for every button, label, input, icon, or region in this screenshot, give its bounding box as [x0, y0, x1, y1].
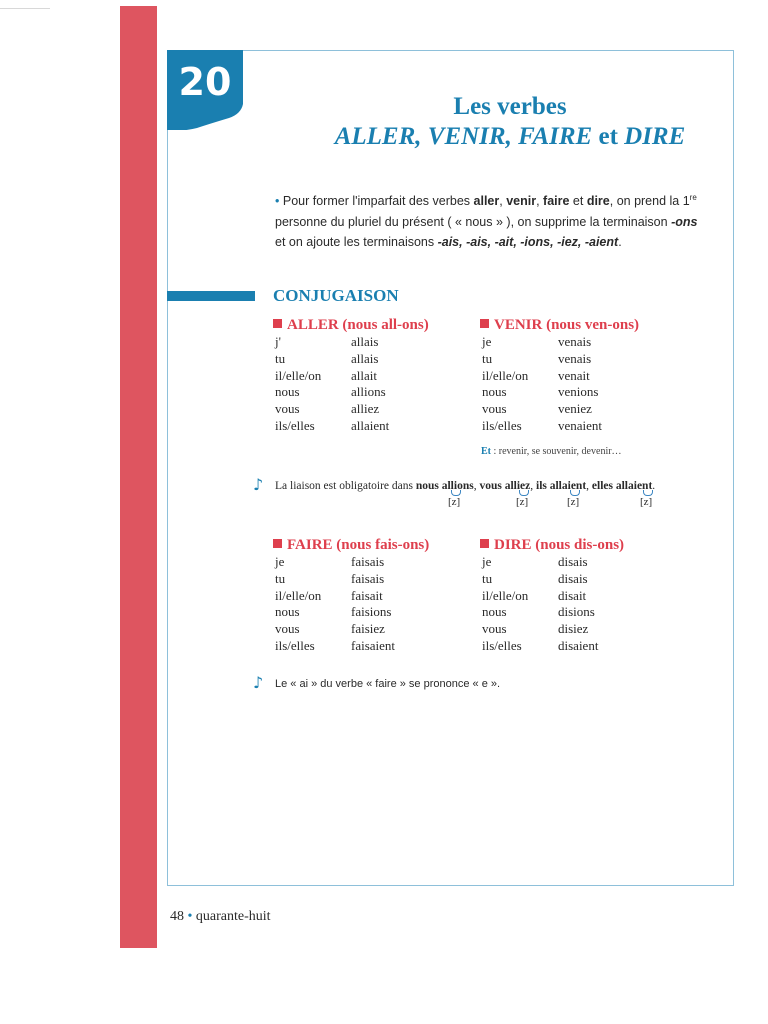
- square-bullet-icon: [273, 539, 282, 548]
- page-title-line1: Les verbes: [453, 93, 567, 120]
- note-mark: Et: [481, 446, 491, 457]
- verb-form: disais: [558, 570, 588, 586]
- conjugation-row: [480, 351, 690, 368]
- intro-endings: -ais, -ais, -ait, -ions, -iez, -aient: [437, 235, 619, 250]
- intro-text: et on ajoute les terminaisons: [275, 235, 438, 250]
- pronunciation-note: Le « ai » du verbe « faire » se prononce « e ».: [275, 678, 501, 690]
- pronoun: nous: [482, 604, 507, 620]
- conjugation-row: [273, 368, 483, 385]
- conjugation-row: [273, 334, 483, 351]
- conjugation-venir: [480, 316, 690, 435]
- conjugation-row: [273, 638, 483, 655]
- verb-form: veniez: [558, 401, 592, 417]
- verb-form: allais: [351, 334, 379, 349]
- conjugation-row: [273, 571, 483, 588]
- square-bullet-icon: [480, 539, 489, 548]
- liaison-text: ,: [586, 480, 592, 492]
- title-verbs: ALLER, VENIR, FAIRE: [334, 123, 593, 150]
- conjugation-title: [480, 316, 690, 334]
- pronoun: tu: [275, 350, 286, 366]
- intro-paragraph: [275, 188, 705, 253]
- verb-form: faisait: [351, 587, 383, 603]
- verb-form: disais: [558, 554, 588, 569]
- conjugation-dire: [480, 536, 690, 655]
- liaison-example: nous allions: [415, 480, 474, 492]
- intro-text: personne du pluriel du présent ( « nous » ), on supprime la terminaison: [275, 214, 672, 229]
- pronoun: vous: [275, 401, 300, 417]
- intro-text: Pour former l'imparfait des verbes: [279, 194, 474, 209]
- pronoun: il/elle/on: [482, 587, 529, 603]
- verb-form: allions: [351, 384, 386, 400]
- pronoun: il/elle/on: [482, 367, 529, 383]
- pronoun: vous: [482, 621, 507, 637]
- intro-text: , on prend la 1: [609, 194, 690, 209]
- intro-verb: aller: [473, 194, 500, 209]
- verb-form: faisais: [351, 554, 385, 569]
- pronoun: ils/elles: [275, 637, 315, 653]
- pronoun: nous: [482, 384, 507, 400]
- phonetic-z: [z]: [448, 496, 461, 508]
- pronoun: vous: [275, 621, 300, 637]
- verb-form: allaient: [351, 417, 390, 433]
- verb-form: faisaient: [351, 637, 396, 653]
- conjugation-row: [273, 621, 483, 638]
- conjugation-row: [480, 588, 690, 605]
- intro-text: .: [618, 235, 622, 250]
- conjugation-title: [273, 536, 483, 554]
- conjugation-row: [480, 384, 690, 401]
- chapter-number: 20: [178, 60, 232, 104]
- note-text: : revenir, se souvenir, devenir…: [491, 446, 622, 457]
- music-note-icon: ♪: [253, 673, 264, 692]
- music-note-icon: ♪: [253, 475, 264, 494]
- pronoun: tu: [275, 570, 286, 586]
- pronoun: je: [275, 554, 285, 569]
- conjugation-row: [273, 554, 483, 571]
- pronoun: ils/elles: [275, 417, 315, 433]
- phonetic-z: [z]: [567, 496, 580, 508]
- intro-verb: venir: [506, 194, 537, 209]
- intro-text: et: [569, 194, 587, 209]
- liaison-text: La liaison est obligatoire dans: [275, 480, 416, 492]
- conjugation-row: [480, 418, 690, 435]
- verb-form: faisions: [351, 604, 392, 620]
- liaison-example: ils allaient: [536, 480, 587, 492]
- verb-form: venais: [558, 334, 592, 349]
- pronoun: nous: [275, 384, 300, 400]
- conjugation-row: [480, 401, 690, 418]
- conjugation-row: [480, 334, 690, 351]
- verb-form: faisiez: [351, 621, 385, 637]
- verb-form: alliez: [351, 401, 380, 417]
- square-bullet-icon: [480, 319, 489, 328]
- conjugation-row: [273, 588, 483, 605]
- conjugation-row: [273, 384, 483, 401]
- intro-verb: dire: [586, 194, 610, 209]
- bullet-icon: •: [275, 194, 280, 209]
- intro-verb: faire: [543, 194, 570, 209]
- page-frame: [167, 50, 734, 886]
- bullet-icon: •: [187, 909, 193, 924]
- liaison-text: ,: [473, 480, 480, 492]
- conjugation-row: [480, 368, 690, 385]
- intro-superscript: re: [689, 193, 697, 202]
- conjugation-row: [480, 554, 690, 571]
- title-last-verb: DIRE: [624, 123, 686, 150]
- pronoun: je: [482, 334, 492, 349]
- page-footer: [170, 908, 271, 926]
- page-title-line2: [300, 122, 720, 152]
- conjugation-row: [480, 604, 690, 621]
- conjugation-row: [273, 418, 483, 435]
- pronoun: tu: [482, 570, 493, 586]
- conjugation-faire: [273, 536, 483, 655]
- conjugation-title-text: DIRE (nous dis-ons): [494, 537, 625, 553]
- phonetic-z: [z]: [640, 496, 653, 508]
- section-bar: [167, 291, 255, 301]
- conjugation-row: [480, 621, 690, 638]
- verb-form: disait: [558, 587, 587, 603]
- square-bullet-icon: [273, 319, 282, 328]
- red-margin-band: [120, 6, 157, 948]
- conjugation-row: [480, 638, 690, 655]
- conjugation-row: [273, 401, 483, 418]
- verb-form: allais: [351, 350, 379, 366]
- conjugation-title: [273, 316, 483, 334]
- conjugation-title-text: VENIR (nous ven-ons): [494, 317, 640, 333]
- verb-form: faisais: [351, 570, 385, 586]
- conjugation-aller: [273, 316, 483, 435]
- verb-form: disiez: [558, 621, 589, 637]
- liaison-example: elles allaient: [591, 480, 653, 492]
- pronoun: ils/elles: [482, 417, 522, 433]
- verb-form: venaient: [558, 417, 603, 433]
- conjugation-title-text: ALLER (nous all-ons): [287, 317, 429, 333]
- liaison-text: .: [652, 480, 656, 492]
- intro-ending: -ons: [671, 214, 698, 229]
- verb-form: venions: [558, 384, 599, 400]
- note-similar-verbs: [481, 446, 622, 457]
- pronoun: j': [275, 334, 281, 349]
- conjugation-row: [273, 604, 483, 621]
- verb-form: disaient: [558, 637, 599, 653]
- section-title: CONJUGAISON: [273, 286, 399, 305]
- phonetic-z: [z]: [516, 496, 529, 508]
- conjugation-title: [480, 536, 690, 554]
- chapter-badge: [167, 50, 243, 130]
- liaison-text: ,: [530, 480, 536, 492]
- verb-form: disions: [558, 604, 595, 620]
- conjugation-row: [273, 351, 483, 368]
- title-and: et: [598, 123, 618, 150]
- conjugation-title-text: FAIRE (nous fais-ons): [287, 537, 430, 553]
- verb-form: venais: [558, 350, 592, 366]
- pronoun: nous: [275, 604, 300, 620]
- liaison-example: vous alliez: [479, 480, 531, 492]
- pronoun: il/elle/on: [275, 587, 322, 603]
- page-number-words: quarante-huit: [195, 909, 271, 924]
- verb-form: venait: [558, 367, 590, 383]
- intro-text: ,: [536, 194, 544, 209]
- pronoun: je: [482, 554, 492, 569]
- page-number: 48: [170, 909, 184, 924]
- pronoun: il/elle/on: [275, 367, 322, 383]
- liaison-note: [275, 478, 655, 494]
- verb-form: allait: [351, 367, 377, 383]
- intro-text: ,: [499, 194, 507, 209]
- pronoun: tu: [482, 350, 493, 366]
- pronoun: vous: [482, 401, 507, 417]
- conjugation-row: [480, 571, 690, 588]
- pronoun: ils/elles: [482, 637, 522, 653]
- top-rule: [0, 8, 50, 9]
